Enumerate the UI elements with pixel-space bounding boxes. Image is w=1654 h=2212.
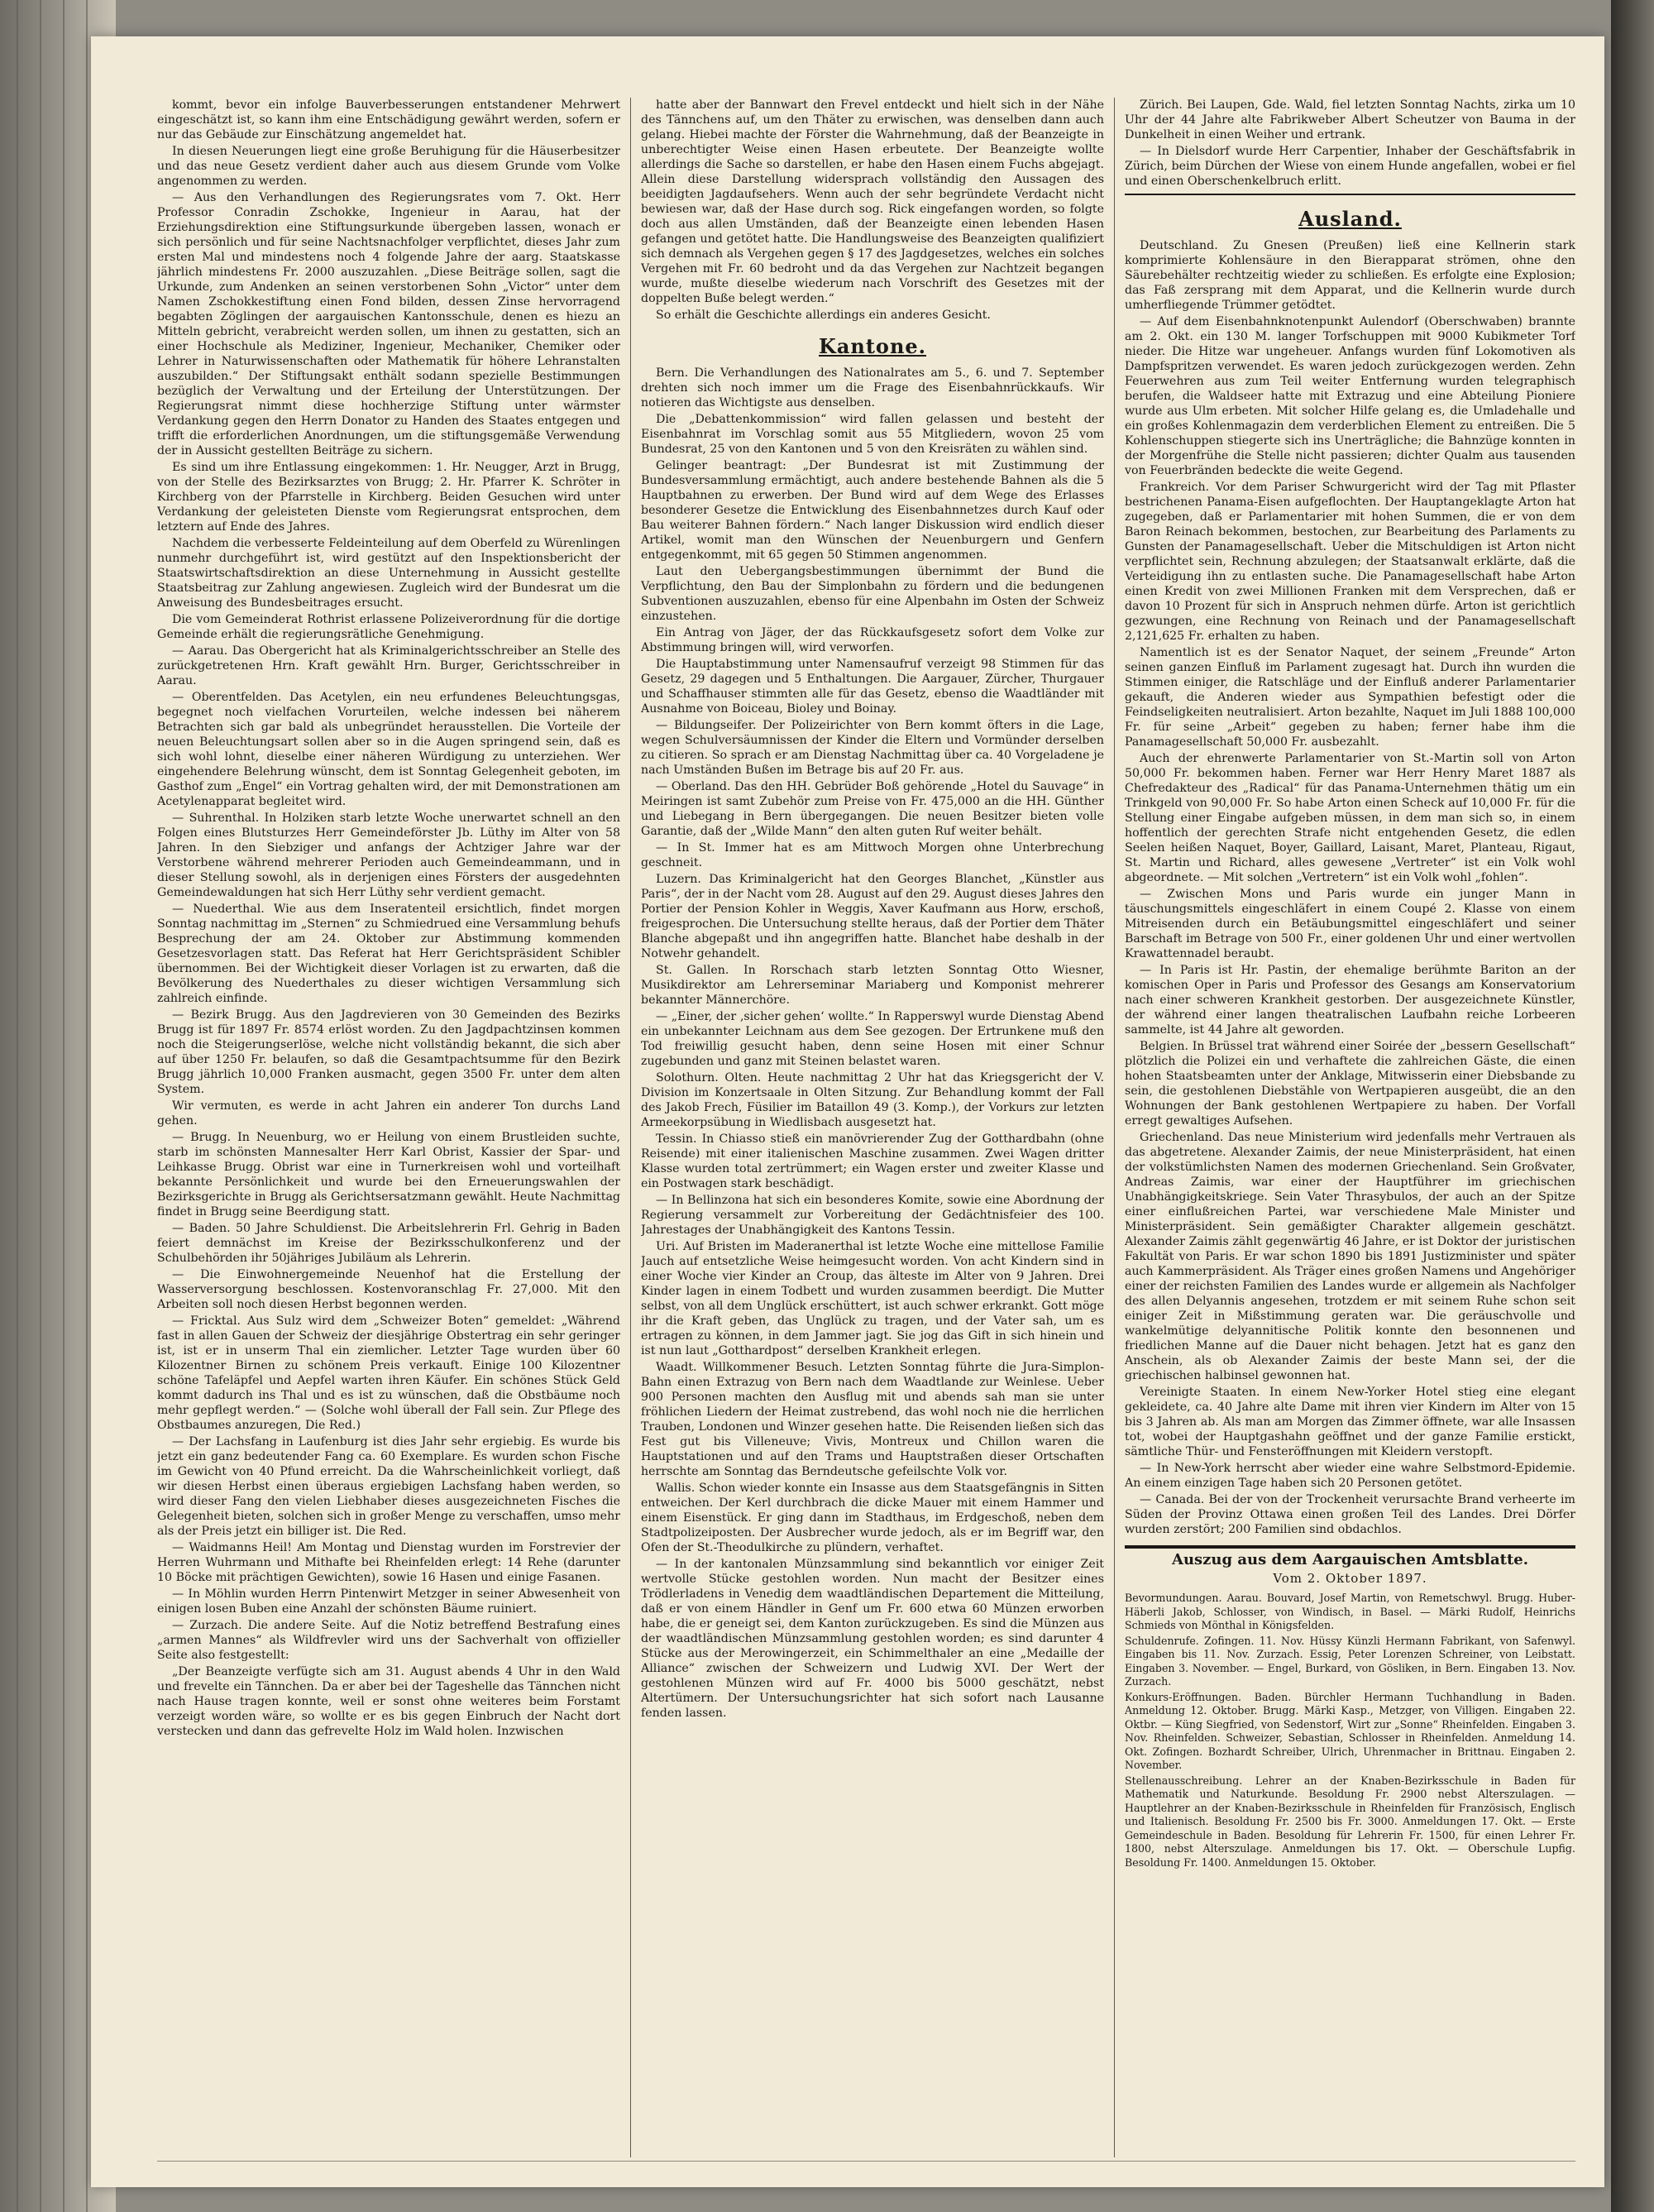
amtsblatt-entry: Stellenausschreibung. Lehrer an der Knaben-Bezirksschule in Baden für Mathematik und Naturkunde. Besoldung Fr. 2900 nebst Alterszulagen. — Hauptlehrer an der Knaben-Bezirksschule in Rheinfelden für Französisch, Englisch und Italienisch. Besoldung Fr. 2500 bis Fr. 3000. Anmeldungen 17. Okt. — Erste Gemeindeschule in Baden. Besoldung für Lehrerin Fr. 1500, für einen Lehrer Fr. 1800, nebst Alterszulage. Anmeldungen bis 17. Okt. — Oberschule Lupfig. Besoldung Fr. 1400. Anmeldungen 15. Oktober. [1125,1774,1575,1869]
article-paragraph: — Fricktal. Aus Sulz wird dem „Schweizer Boten“ gemeldet: „Während fast in allen Gauen der Schweiz der diesjährige Obstertrag ein sehr geringer ist, ist er in unserm Thal ein ziemlicher. Letzter Tage wurden über 60 Kilozentner Birnen zu schönem Preis verkauft. Einige 100 Kilozentner schöne Tafeläpfel und Aepfel warten ihren Käufer. Ein schönes Stück Geld kommt dadurch ins Thal und es ist zu wünschen, daß die Obstbäume noch mehr gepflegt werden.“ — (Solche wohl überall der Fall sein. Zur Pflege des Obstbaumes anzuregen, Die Red.) [157,1314,620,1432]
article-paragraph: Laut den Uebergangsbestimmungen übernimmt der Bund die Verpflichtung, den Bau der Simplonbahn zu fördern und die bedungenen Subventionen auszuzahlen, ebenso für eine Alpenbahn im Osten der Schweiz einzustehen. [641,565,1104,623]
article-paragraph: Wir vermuten, es werde in acht Jahren ein anderer Ton durchs Land gehen. [157,1099,620,1128]
article-paragraph: Namentlich ist es der Senator Naquet, der seinem „Freunde“ Arton seinen ganzen Einfluß im Parlament zugesagt hat. Durch ihn wurden die Stimmen einiger, die Ratschläge und der Einfluß anderer Parlamentarier gekauft, die Anderen wieder aus Sympathien befestigt oder die Feindseligkeiten neutralisiert. Arton bezahlte, Naquet im Juli 1888 100,000 Fr. für seine „Arbeit“ gegeben zu haben; ferner habe ihm die Panamagesellschaft 50,000 Fr. ausbezahlt. [1125,646,1575,749]
article-paragraph: — In Bellinzona hat sich ein besonderes Komite, sowie eine Abordnung der Regierung versammelt zur Vorbereitung der Gedächtnisfeier des 100. Jahrestages der Unabhängigkeit des Kantons Tessin. [641,1194,1104,1237]
article-paragraph: — In St. Immer hat es am Mittwoch Morgen ohne Unterbrechung geschneit. [641,841,1104,869]
article-paragraph: Ein Antrag von Jäger, der das Rückkaufsgesetz sofort dem Volke zur Abstimmung bringen will, wird verworfen. [641,626,1104,654]
article-paragraph: Die vom Gemeinderat Rothrist erlassene Polizeiverordnung für die dortige Gemeinde erhält die regierungsrätliche Genehmigung. [157,613,620,641]
article-paragraph: Es sind um ihre Entlassung eingekommen: 1. Hr. Neugger, Arzt in Brugg, von der Stelle des Bezirksarztes von Brugg; 2. Hr. Pfarrer K. Schröter in Kirchberg von der Pfarrstelle in Kirchberg. Beiden Gesuchen wird unter Verdankung der geleisteten Dienste vom Regierungsrat entsprochen, dem letztern auf Ende des Jahres. [157,461,620,534]
section-divider [1125,194,1575,195]
article-paragraph: — Brugg. In Neuenburg, wo er Heilung von einem Brustleiden suchte, starb im schönsten Mannesalter Herr Karl Obrist, Kassier der Spar- und Leihkasse Brugg. Obrist war eine in Turnerkreisen wohl und vorteilhaft bekannte Persönlichkeit und wurde bei den Erneuerungswahlen der Bezirksgerichte in Brugg als Gerichtsersatzmann gewählt. Heute Nachmittag findet in Brugg seine Beerdigung statt. [157,1131,620,1219]
article-paragraph: Uri. Auf Bristen im Maderanerthal ist letzte Woche eine mittellose Familie Jauch auf entsetzliche Weise heimgesucht worden. Von acht Kindern sind in einer Woche vier Kinder an Croup, das älteste im Alter von 9 Jahren. Drei Kinder lagen in einem Todbett und wurden zusammen beerdigt. Die Mutter selbst, von all dem Unglück erschüttert, ist auch schwer erkrankt. Gott möge ihr die Kraft geben, das Unglück zu tragen, und der Vater sah, um es ertragen zu können, in dem Jammer jagt. Sie jog das Gift in sich hinein und ist nun laut „Gotthardpost“ derselben Krankheit erlegen. [641,1240,1104,1357]
article-paragraph: — Die Einwohnergemeinde Neuenhof hat die Erstellung der Wasserversorgung beschlossen. Kostenvoranschlag Fr. 27,000. Mit den Arbeiten soll noch diesen Herbst begonnen werden. [157,1268,620,1311]
article-paragraph: Auch der ehrenwerte Parlamentarier von St.-Martin soll von Arton 50,000 Fr. bekommen haben. Ferner war Herr Henry Maret 1887 als Chefredakteur des „Radical“ für das Panama-Unternehmen thätig um ein Trinkgeld von 90,000 Fr. So habe Arton einen Scheck auf 10,000 Fr. für die Stellung einer Eingabe aufgeben müssen, in dem man sich so, in einem hoffentlich der gerechten Strafe nicht entgehenden Gesetz, die edlen Seelen heißen Naquet, Boyer, Gaillard, Laisant, Maret, Planteau, Rigaut, St. Martin und Richard, alles gewesene „Vertreter“ ist ein Volk wohl abgeordnete. — Mit solchen „Vertretern“ ist ein Volk wohl „fohlen“. [1125,752,1575,884]
article-paragraph: — Nuederthal. Wie aus dem Inseratenteil ersichtlich, findet morgen Sonntag nachmittag im „Sternen“ zu Schmiedrued eine Versammlung behufs Besprechung der am 24. Oktober zur Abstimmung kommenden Gesetzesvorlagen statt. Das Referat hat Herr Gerichtspräsident Schibler übernommen. Bei der Wichtigkeit dieser Vorlagen ist zu erwarten, daß die Bevölkerung des Nuederthales zu dieser wichtigen Versammlung sich zahlreich einfinde. [157,903,620,1005]
article-paragraph: — In Paris ist Hr. Pastin, der ehemalige berühmte Bariton an der komischen Oper in Paris und Professor des Gesangs am Konservatorium nach einer schweren Krankheit gestorben. Der ausgezeichnete Künstler, der während einer langen theatralischen Laufbahn reiche Lorbeeren sammelte, ist 44 Jahre alt geworden. [1125,964,1575,1037]
section-heading-ausland: Ausland. [1298,207,1402,231]
article-paragraph: Waadt. Willkommener Besuch. Letzten Sonntag führte die Jura-Simplon-Bahn einen Extrazug von Bern nach dem Waadtlande zur Weinlese. Ueber 900 Personen machten den Ausflug mit und abends sah man sie unter fröhlichen Liedern der Heimat zustrebend, das wohl noch nie die herrlichen Trauben, Londonen und Winzer gesehen hatte. Die Reisenden ließen sich das Fest gut bis Villeneuve; Vivis, Montreux und Chillon waren die Hauptstationen und auf den Trams und Hauptstraßen dieser Ortschaften herrschte am Sonntag das Berndeutsche gefeilschte Volk vor. [641,1361,1104,1478]
section-heading-kantone: Kantone. [818,334,927,358]
article-paragraph: Solothurn. Olten. Heute nachmittag 2 Uhr hat das Kriegsgericht der V. Division im Konzertsaale in Olten Sitzung. Zur Behandlung kommt der Fall des Jakob Frech, Füsilier im Bataillon 49 (3. Komp.), der Vorkurs zur letzten Armeekorpsübung in Wiedlisbach ausgesetzt hat. [641,1071,1104,1129]
amtsblatt-title: Auszug aus dem Aargauischen Amtsblatte. [1171,1551,1528,1568]
article-paragraph: — Bildungseifer. Der Polizeirichter von Bern kommt öfters in die Lage, wegen Schulversäumnissen der Kinder die Eltern und Vormünder derselben zu citieren. So sprach er am Dienstag Nachmittag über ca. 40 Vorgeladene je nach Umständen Bußen im Betrage bis auf 20 Fr. aus. [641,719,1104,777]
article-paragraph: — Baden. 50 Jahre Schuldienst. Die Arbeitslehrerin Frl. Gehrig in Baden feiert demnächst im Kreise der Bezirksschulkonferenz und der Schulbehörden ihr 50jähriges Jubiläum als Lehrerin. [157,1222,620,1265]
article-paragraph: Vereinigte Staaten. In einem New-Yorker Hotel stieg eine elegant gekleidete, ca. 40 Jahre alte Dame mit ihren vier Kindern im Alter von 15 bis 3 Jahren ab. Als man am Morgen das Zimmer öffnete, war alle Insassen tot, wobei der Hauptgashahn geöffnet und der ganze Familie erstickt, sämtliche Thür- und Fensteröffnungen mit Kleidern verstopft. [1125,1386,1575,1458]
article-paragraph: St. Gallen. In Rorschach starb letzten Sonntag Otto Wiesner, Musikdirektor am Lehrerseminar Mariaberg und Komponist mehrerer bekannter Männerchöre. [641,964,1104,1007]
article-paragraph: — Bezirk Brugg. Aus den Jagdrevieren von 30 Gemeinden des Bezirks Brugg ist für 1897 Fr. 8574 erlöst worden. Zu den Jagdpachtzinsen kommen noch die Steigerungserlöse, welche nicht vollständig bekannt, die sich aber auf über 1250 Fr. belaufen, so daß die Gesamtpachtsumme für den Bezirk Brugg jährlich 10,000 Franken ausmacht, gegen 3500 Fr. unter dem alten System. [157,1008,620,1096]
article-paragraph: hatte aber der Bannwart den Frevel entdeckt und hielt sich in der Nähe des Tännchens auf, um den Thäter zu erwischen, was denselben dann auch gelang. Hiebei machte der Förster die Wahrnehmung, daß der Beanzeigte in unberechtigter Weise einen Hasen erbeutete. Der Beanzeigte wollte allerdings die Sache so darstellen, er habe den Hasen einem Fuchs abgejagt. Allein diese Darstellung widersprach vollständig den Aussagen des beeidigten Jagdaufsehers. Wenn auch der sehr begründete Verdacht nicht bewiesen war, daß der Hase durch sog. Rick eingefangen worden, so folgte doch aus allen Umständen, daß der Beanzeigte einen lebenden Hasen gefangen und getötet hatte. Die Handlungsweise des Beanzeigten qualifiziert sich demnach als Vergehen gegen § 17 des Jagdgesetzes, welches ein solches Vergehen mit Fr. 60 bedroht und da das Vergehen zur Nachtzeit begangen wurde, mußte dieselbe wiederum nach Vorschrift des Gesetzes mit der doppelten Buße belegt werden.“ [641,98,1104,305]
article-paragraph: — Auf dem Eisenbahnknotenpunkt Aulendorf (Oberschwaben) brannte am 2. Okt. ein 130 M. langer Torfschuppen mit 9000 Kubikmeter Torf nieder. Die Hitze war ungeheuer. Anfangs wurden fünf Lokomotiven als Dampfspritzen verwendet. Es waren jedoch zurückgezogen werden. Zehn Feuerwehren aus zum Teil weiter Entfernung wurden telegraphisch berufen, die Waldseer hatte mit Extrazug und eine Abteilung Pioniere wurde aus Ulm erbeten. Mit solcher Hilfe gelang es, die Umladehalle und ein großes Kohlenmagazin dem verderblichen Element zu entreißen. Die 5 Kohlenschuppen stiegerte sich ins Unerträgliche; die Bahnzüge konnten in der Morgenfrühe die Stelle nicht passieren; dichter Qualm aus tausenden von Feuerbränden bedeckte die weite Gegend. [1125,315,1575,477]
article-paragraph: Griechenland. Das neue Ministerium wird jedenfalls mehr Vertrauen als das abgetretene. Alexander Zaimis, der neue Ministerpräsident, hat einen der volkstümlichsten Namen des modernen Griechenland. Sein Großvater, Andreas Zaimis, war einer der Hauptführer im griechischen Unabhängigkeitskriege. Sein Vater Thrasybulos, der auch an der Spitze einer einflußreichen Partei, war verschiedene Male Minister und Ministerpräsident. Sein gemäßigter Charakter allgemein geschätzt. Alexander Zaimis zählt gegenwärtig 46 Jahre, er ist Doktor der juristischen Fakultät von Paris. Er war schon 1890 bis 1891 Justizminister und später auch Kammerpräsident. Als Träger eines großen Namens und Angehöriger einer der reichsten Familien des Landes wurde er allgemein als Nachfolger des allen Delyannis angesehen, trotzdem er mit seinem Ruhe schon seit einiger Zeit in Mißstimmung geraten war. Die geräuschvolle und wankelmütige delyannitische Politik konnte den besonnenen und friedlichen Manne auf die Dauer nicht behagen. Jetzt hat es ganz den Anschein, als ob Alexander Zaimis der beste Mann sei, der die griechischen halbinsel gewonnen hat. [1125,1131,1575,1382]
neighbor-page-edge-right [1611,0,1654,2212]
article-paragraph: — Zurzach. Die andere Seite. Auf die Notiz betreffend Bestrafung eines „armen Mannes“ als Wildfrevler wird uns der Sachverhalt von offizieller Seite also festgestellt: [157,1619,620,1662]
amtsblatt-entry: Konkurs-Eröffnungen. Baden. Bürchler Hermann Tuchhandlung in Baden. Anmeldung 12. Oktober. Brugg. Märki Kasp., Metzger, von Villigen. Eingaben 22. Oktbr. — Küng Siegfried, von Sedenstorf, Wirt zur „Sonne“ Rheinfelden. Eingaben 3. Nov. Rheinfelden. Schweizer, Sebastian, Schlosser in Rheinfelden. Anmeldung 14. Okt. Zofingen. Bozhardt Schreiber, Ulrich, Uhrenmacher in Brittnau. Eingaben 2. November. [1125,1690,1575,1771]
article-paragraph: — Suhrenthal. In Holziken starb letzte Woche unerwartet schnell an den Folgen eines Blutsturzes Herr Gemeindeförster Jb. Lüthy im Alter von 58 Jahren. In den Siebziger und anfangs der Achtziger Jahre war der Verstorbene während mehrerer Perioden auch Gemeindeammann, und in dieser Stellung sowohl, als in derjenigen eines Försters der ausgedehnten Gemeindewaldungen hat sich Herr Lüthy sehr verdient gemacht. [157,812,620,899]
amtsblatt-date: Vom 2. Oktober 1897. [1273,1571,1427,1586]
article-paragraph: Frankreich. Vor dem Pariser Schwurgericht wird der Tag mit Pflaster bestrichenen Panama-Eisen aufgeflochten. Der Hauptangeklagte Arton hat zugegeben, daß er Parlamentarier mit hohen Summen, die er von dem Baron Reinach bekommen, bestochen, zur Bearbeitung des Parlaments zu Gunsten der Panamagesellschaft. Ueber die Mitschuldigen ist Arton nicht verpflichtet sein, Rechnung abzulegen; der Staatsanwalt erklärte, daß die Verteidigung ihn zu entlasten suche. Die Panamagesellschaft habe Arton einen Kredit von zwei Millionen Franken mit dem Versprechen, daß er davon 10 Prozent für sich in Anspruch nehmen dürfe. Arton ist gerichtlich gezwungen, eine Rechnung von Reinach und der Panamagesellschaft 2,121,625 Fr. erhalten zu haben. [1125,481,1575,643]
article-paragraph: — Oberentfelden. Das Acetylen, ein neu erfundenes Beleuchtungsgas, begegnet noch vielfachen Vorurteilen, welche indessen bei näherem Betrachten sich gar bald als unbegründet herausstellen. Die Vorteile der neuen Beleuchtungsart sollen aber so in die Augen springend sein, daß es sich wohl lohnt, dieselbe einer näheren Würdigung zu unterziehen. Wer eingehendere Belehrung wünscht, dem ist Sonntag Gelegenheit geboten, im Gasthof zum „Engel“ ein Vortrag gehalten wird, der mit Demonstrationen am Acetylenapparat begleitet wird. [157,691,620,808]
newspaper-page [91,36,1604,2187]
article-paragraph: Belgien. In Brüssel trat während einer Soirée der „bessern Gesellschaft“ plötzlich die Polizei ein und verhaftete die zahlreichen Gäste, die einen hohen Staatsbeamten unter der Anklage, Mitwisserin einer Diebsbande zu sein, die gestohlenen Diebstähle von Wertpapieren ausgeübt, die an den Wohnungen der Bank gestohlenen Wertpapiere zu haben. Der Vorfall erregt gewaltiges Aufsehen. [1125,1040,1575,1128]
article-paragraph: — In Dielsdorf wurde Herr Carpentier, Inhaber der Geschäftsfabrik in Zürich, beim Dürchen der Wiese von einem Hunde angefallen, wobei er fiel und einen Oberschenkelbruch erlitt. [1125,145,1575,188]
article-paragraph: — In Möhlin wurden Herrn Pintenwirt Metzger in seiner Abwesenheit von einigen losen Buben eine Anzahl der schönsten Bäume ruiniert. [157,1587,620,1616]
article-paragraph: Deutschland. Zu Gnesen (Preußen) ließ eine Kellnerin stark komprimierte Kohlensäure in den Bierapparat strömen, ohne den Säurebehälter rechtzeitig wieder zu schließen. Es erfolgte eine Explosion; das Faß zersprang mit dem Apparat, und die Kellnerin wurde durch umherfliegende Trümmer getödtet. [1125,239,1575,312]
amtsblatt-divider [1125,1545,1575,1549]
article-paragraph: — Oberland. Das den HH. Gebrüder Boß gehörende „Hotel du Sauvage“ in Meiringen ist samt Zubehör zum Preise von Fr. 475,000 an die HH. Günther und Liebegang in Bern übergegangen. Die neuen Besitzer bieten volle Garantie, daß der „Wilde Mann“ den alten guten Ruf weiter behält. [641,780,1104,838]
column-rule [630,98,631,2157]
article-paragraph: Luzern. Das Kriminalgericht hat den Georges Blanchet, „Künstler aus Paris“, der in der Nacht vom 28. August auf den 29. August dieses Jahres den Portier der Pension Kohler in Weggis, Xaver Kaufmann aus Horw, erschoß, freigesprochen. Die Untersuchung stellte heraus, daß der Portier dem Thäter Blanche abgepaßt und ihn angegriffen hatte. Blanchet habe deshalb in der Notwehr gehandelt. [641,873,1104,960]
article-paragraph: Tessin. In Chiasso stieß ein manövrierender Zug der Gotthardbahn (ohne Reisende) mit einer italienischen Maschine zusammen. Zwei Wagen dritter Klasse wurden total zertrümmert; ein Wagen erster und zweiter Klasse und ein Postwagen stark beschädigt. [641,1132,1104,1190]
amtsblatt-entries [1125,1592,1575,1870]
column-1 [157,98,620,2149]
column-rule [1114,98,1115,2157]
article-paragraph: — In New-York herrscht aber wieder eine wahre Selbstmord-Epidemie. An einem einzigen Tage haben sich 20 Personen getötet. [1125,1462,1575,1490]
article-paragraph: Nachdem die verbesserte Feldeinteilung auf dem Oberfeld zu Würenlingen nunmehr durchgeführt ist, wird gestützt auf den Inspektionsbericht der Staatswirtschaftsdirektion an diese Unternehmung in Aussicht gestellte Staatsbeitrag zur Zahlung angewiesen. Zugleich wird der Bundesrat um die Anweisung des Bundesbeitrages ersucht. [157,537,620,610]
article-paragraph: — „Einer, der ‚sicher gehen‘ wollte.“ In Rapperswyl wurde Dienstag Abend ein unbekannter Leichnam aus dem See gezogen. Der Ertrunkene muß den Tod freiwillig gesucht haben, denn seine Hosen mit einer Schnur zugebunden und ganz mit Steinen belastet waren. [641,1010,1104,1068]
article-paragraph: — In der kantonalen Münzsammlung sind bekanntlich vor einiger Zeit wertvolle Stücke gestohlen worden. Nun macht der Besitzer eines Trödlerladens in Venedig dem waadtländischen Departement die Mitteilung, daß er von einem Händler in Genf um Fr. 600 etwa 60 Münzen erworben habe, die er geneigt sei, dem Kanton zurückzugeben. Es sind die Münzen aus der waadtländischen Münzsammlung gestohlen worden; es sind darunter 4 Stücke aus der Merowingerzeit, ein Schimmelthaler an eine „Medaille der Alliance“ zwischen der Schweizern und Ludwig XVI. Der Wert der gestohlenen Münzen wird auf Fr. 4000 bis 5000 geschätzt, nebst Altertümern. Der Untersuchungsrichter hat sich sofort nach Lausanne fenden lassen. [641,1558,1104,1720]
article-paragraph: Gelinger beantragt: „Der Bundesrat ist mit Zustimmung der Bundesversammlung ermächtigt, auch andere bestehende Bahnen als die 5 Hauptbahnen zu erwerben. Der Bund wird auf dem Wege des Erlasses besonderer Gesetze die Entwicklung des Eisenbahnnetzes durch Kauf oder Bau weiterer Bahnen fördern.“ Nach langer Diskussion wird endlich dieser Artikel, womit man den Wünschen der Neuenburgern und Genfern entgegenkommt, mit 65 gegen 50 Stimmen angenommen. [641,459,1104,562]
page-bottom-rule [157,2161,1575,2162]
article-paragraph: Zürich. Bei Laupen, Gde. Wald, fiel letzten Sonntag Nachts, zirka um 10 Uhr der 44 Jahre alte Fabrikweber Albert Scheutzer von Bauma in der Dunkelheit in einen Weiher und ertrank. [1125,98,1575,141]
article-paragraph: — Waidmanns Heil! Am Montag und Dienstag wurden im Forstrevier der Herren Wuhrmann und Mithafte bei Rheinfelden erlegt: 14 Rehe (darunter 10 Böcke mit prächtigen Gewichten), sowie 16 Hasen und einige Fasanen. [157,1541,620,1584]
article-paragraph: „Der Beanzeigte verfügte sich am 31. August abends 4 Uhr in den Wald und frevelte ein Tännchen. Da er aber bei der Tageshelle das Tännchen nicht nach Hause tragen konnte, weil er sonst ohne weiteres beim Forstamt verzeigt worden wäre, so wollte er es bis gegen Einbruch der Nacht dort verstecken und dann das gefrevelte Holz im Wald holen. Inzwischen [157,1665,620,1738]
article-paragraph: — Canada. Bei der von der Trockenheit verursachte Brand verheerte im Süden der Provinz Ottawa einen großen Teil des Landes. Drei Dörfer wurden zerstört; 200 Familien sind obdachlos. [1125,1493,1575,1536]
article-paragraph: So erhält die Geschichte allerdings ein anderes Gesicht. [656,309,991,322]
article-paragraph: — Zwischen Mons und Paris wurde ein junger Mann in täuschungsmittels eingeschläfert in einem Coupé 2. Klasse von einem Mitreisenden durch ein Betäubungsmittel eingeschläfert und seiner Barschaft im Betrage von 500 Fr., einer goldenen Uhr und einer wertvollen Krawattennadel beraubt. [1125,888,1575,960]
amtsblatt-entry: Schuldenrufe. Zofingen. 11. Nov. Hüssy Künzli Hermann Fabrikant, von Safenwyl. Eingaben bis 11. Nov. Zurzach. Essig, Peter Lorenzen Schreiner, von Leibstatt. Eingaben 3. November. — Engel, Burkard, von Gösliken, in Bern. Eingaben 13. Nov. Zurzach. [1125,1634,1575,1688]
article-paragraph: Bern. Die Verhandlungen des Nationalrates am 5., 6. und 7. September drehten sich noch immer um die Frage des Eisenbahnrückkaufs. Wir notieren das Wichtigste aus denselben. [641,366,1104,409]
column-3 [1125,98,1575,2149]
article-paragraph: — Aus den Verhandlungen des Regierungsrates vom 7. Okt. Herr Professor Conradin Zschokke, Ingenieur in Aarau, hat der Erziehungsdirektion eine Stiftungsurkunde übergeben lassen, wonach er sich persönlich und für seine Nachtsnachfolger verpflichtet, dieses Jahr zum ersten Mal und mindestens noch 4 folgende Jahre der aarg. Staatskasse jährlich mindestens Fr. 2000 auszuzahlen. „Diese Beiträge sollen, sagt die Urkunde, zum Andenken an seinen verstorbenen Sohn „Victor“ unter dem Namen Zschokkestiftung einen Fond bilden, dessen Zinse hervorragend begabten Zöglingen der aargauischen Kantonsschule, denen es hiezu an Mitteln gebricht, verabreicht werden sollen, um ihnen zu gestatten, sich an einer Hochschule als Mediziner, Ingenieur, Mechaniker, Chemiker oder Lehrer in Naturwissenschaften oder Mathematik für höhere Lehranstalten auszubilden.“ Der Stiftungsakt enthält sodann spezielle Bestimmungen bezüglich der Verwaltung und der Erteilung der Unterstützungen. Der Regierungsrat nimmt diese hochherzige Stiftung unter wärmster Verdankung gegen den Herrn Donator zu Handen des Staates entgegen und trifft die erforderlichen Anordnungen, um die stiftungsgemäße Verwendung der in Aussicht gestellten Beiträge zu sichern. [157,191,620,457]
amtsblatt-entry: Bevormundungen. Aarau. Bouvard, Josef Martin, von Remetschwyl. Brugg. Huber-Häberli Jakob, Schlosser, von Windisch, in Basel. — Märki Rudolf, Heinrichs Schmieds von Mönthal in Königsfelden. [1125,1592,1575,1631]
article-paragraph: Die Hauptabstimmung unter Namensaufruf verzeigt 98 Stimmen für das Gesetz, 29 dagegen und 5 Enthaltungen. Die Aargauer, Zürcher, Thurgauer und Schaffhauser stimmten alle für das Gesetz, ebenso die Waadtländer mit Ausnahme von Boiceau, Bioley und Boinay. [641,658,1104,716]
article-paragraph: — Der Lachsfang in Laufenburg ist dies Jahr sehr ergiebig. Es wurde bis jetzt ein ganz bedeutender Fang ca. 60 Exemplare. Es wurden schon Fische im Gewicht von 40 Pfund erreicht. Da die Wahrscheinlichkeit vorliegt, daß wir diesen Herbst einen überaus ergiebigen Lachsfang haben werden, so wird dieser Fang den vielen Liebhaber dieses ausgezeichneten Fisches die Gelegenheit bieten, solchen sich in großer Menge zu verschaffen, umso mehr als der Preis jetzt ein billiger ist. Die Red. [157,1435,620,1538]
article-paragraph: kommt, bevor ein infolge Bauverbesserungen entstandener Mehrwert eingeschätzt ist, so kann ihm eine Entschädigung gewährt werden, sofern er nur das Gebäude zur Einschätzung angemeldet hat. [157,98,620,141]
article-paragraph: Wallis. Schon wieder konnte ein Insasse aus dem Staatsgefängnis in Sitten entweichen. Der Kerl durchbrach die dicke Mauer mit einem Hammer und einem Eisenstück. Er ging dann im Stadthaus, im Erdgeschoß, neben dem Stadtpolizeiposten. Der Ausbrecher wurde jedoch, als er im Begriff war, den Ofen der St.-Theodulkirche zu plündern, verhaftet. [641,1482,1104,1554]
article-paragraph: In diesen Neuerungen liegt eine große Beruhigung für die Häuserbesitzer und das neue Gesetz verdient daher auch aus diesem Grunde vom Volke angenommen zu werden. [157,145,620,188]
article-paragraph: — Aarau. Das Obergericht hat als Kriminalgerichtsschreiber an Stelle des zurückgetretenen Hrn. Kraft gewählt Hrn. Burger, Gerichtsschreiber in Aarau. [157,644,620,687]
article-paragraph: Die „Debattenkommission“ wird fallen gelassen und besteht der Eisenbahnrat im Vorschlag somit aus 55 Mitgliedern, wovon 25 vom Bundesrat, 25 von den Kantonen und 5 von den Kreisräten zu wählen sind. [641,413,1104,456]
column-2 [641,98,1104,2149]
